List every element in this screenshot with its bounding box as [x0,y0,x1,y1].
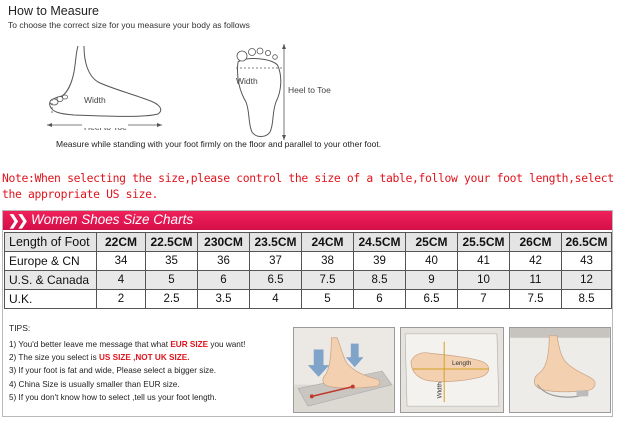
table-cell: 4 [97,271,146,290]
size-chart-panel [2,210,613,417]
table-header-cell: 230CM [198,233,250,252]
table-header-cell: 25CM [406,233,458,252]
tip-2 [9,351,289,364]
table-header-cell: 22CM [97,233,146,252]
table-cell: 42 [510,252,562,271]
tip-3: 3) If your foot is fat and wide, Please select a bigger size. [9,366,217,376]
foot-sole-diagram [222,40,342,142]
how-to-measure-subtitle: To choose the correct size for you measure your body as follows [8,20,250,30]
table-cell: 6 [198,271,250,290]
table-cell: 35 [146,252,198,271]
photo-length-label: Length [452,360,472,368]
tips-section [9,323,289,404]
table-cell: 10 [458,271,510,290]
photo-width-label: Width [436,382,444,399]
table-cell: 2.5 [146,290,198,309]
table-cell: 4 [250,290,302,309]
tip-1 [9,338,289,351]
table-cell: 6.5 [406,290,458,309]
table-cell: 6 [354,290,406,309]
table-cell: 6.5 [250,271,302,290]
table-cell: 41 [458,252,510,271]
tip-4: 4) China Size is usually smaller than EUR size. [9,379,180,389]
size-chart-table [4,232,612,309]
table-cell: 2 [97,290,146,309]
foot-measure-photo-tape [509,327,611,413]
table-cell: 36 [198,252,250,271]
table-cell: 11 [510,271,562,290]
table-cell: 5 [302,290,354,309]
double-chevron-icon: ❯❯ [8,212,26,228]
sole-width-label: Width [236,76,258,86]
table-cell: 43 [562,252,612,271]
foot-side-diagram [44,42,170,140]
tip-highlight: EUR SIZE [170,340,209,349]
size-chart-banner [3,211,612,230]
tips-title: TIPS: [9,323,31,333]
foot-measure-photo-side [293,327,395,413]
row-label: U.K. [5,290,97,309]
table-header-cell: 26.5CM [562,233,612,252]
table-header-row [5,233,612,252]
table-cell: 37 [250,252,302,271]
table-cell: 7.5 [302,271,354,290]
table-cell: 39 [354,252,406,271]
side-width-label: Width [84,95,106,105]
sole-heel-to-toe-label: Heel to Toe [288,85,331,95]
table-header-cell: 24.5CM [354,233,406,252]
table-header-cell: 23.5CM [250,233,302,252]
table-cell: 8.5 [562,290,612,309]
table-cell: 38 [302,252,354,271]
foot-side-outline [50,46,161,116]
foot-sole-outline [237,59,280,137]
table-cell: 40 [406,252,458,271]
size-chart-title: Women Shoes Size Charts [31,212,194,227]
table-header-cell: 26CM [510,233,562,252]
table-header-cell: 24CM [302,233,354,252]
tip-highlight: US SIZE ,NOT UK SIZE. [98,353,190,363]
table-row-europe-cn [5,252,612,271]
tip-text: 1) You'd better leave me message that what [9,340,171,349]
table-cell: 8.5 [354,271,406,290]
table-cell: 12 [562,271,612,290]
tip-5: 5) If you don't know how to select ,tell us your foot length. [9,392,217,402]
table-header-cell: Length of Foot [5,233,97,252]
table-cell: 3.5 [198,290,250,309]
table-cell: 5 [146,271,198,290]
table-cell: 9 [406,271,458,290]
tip-text: you want! [208,340,246,349]
size-selection-note: Note:When selecting the size,please control the size of a table,follow your foot length,select the appropriate US size. [2,171,614,201]
how-to-measure-title: How to Measure [8,4,100,18]
table-header-cell: 22.5CM [146,233,198,252]
foot-measure-photo-top [400,327,504,413]
table-row-uk [5,290,612,309]
row-label: Europe & CN [5,252,97,271]
table-cell: 34 [97,252,146,271]
table-cell: 7 [458,290,510,309]
table-header-cell: 25.5CM [458,233,510,252]
table-cell: 7.5 [510,290,562,309]
measure-instruction: Measure while standing with your foot firmly on the floor and parallel to your other foot. [56,139,382,149]
row-label: U.S. & Canada [5,271,97,290]
tip-text: 2) The size you select is [9,353,99,363]
table-row-us-canada [5,271,612,290]
